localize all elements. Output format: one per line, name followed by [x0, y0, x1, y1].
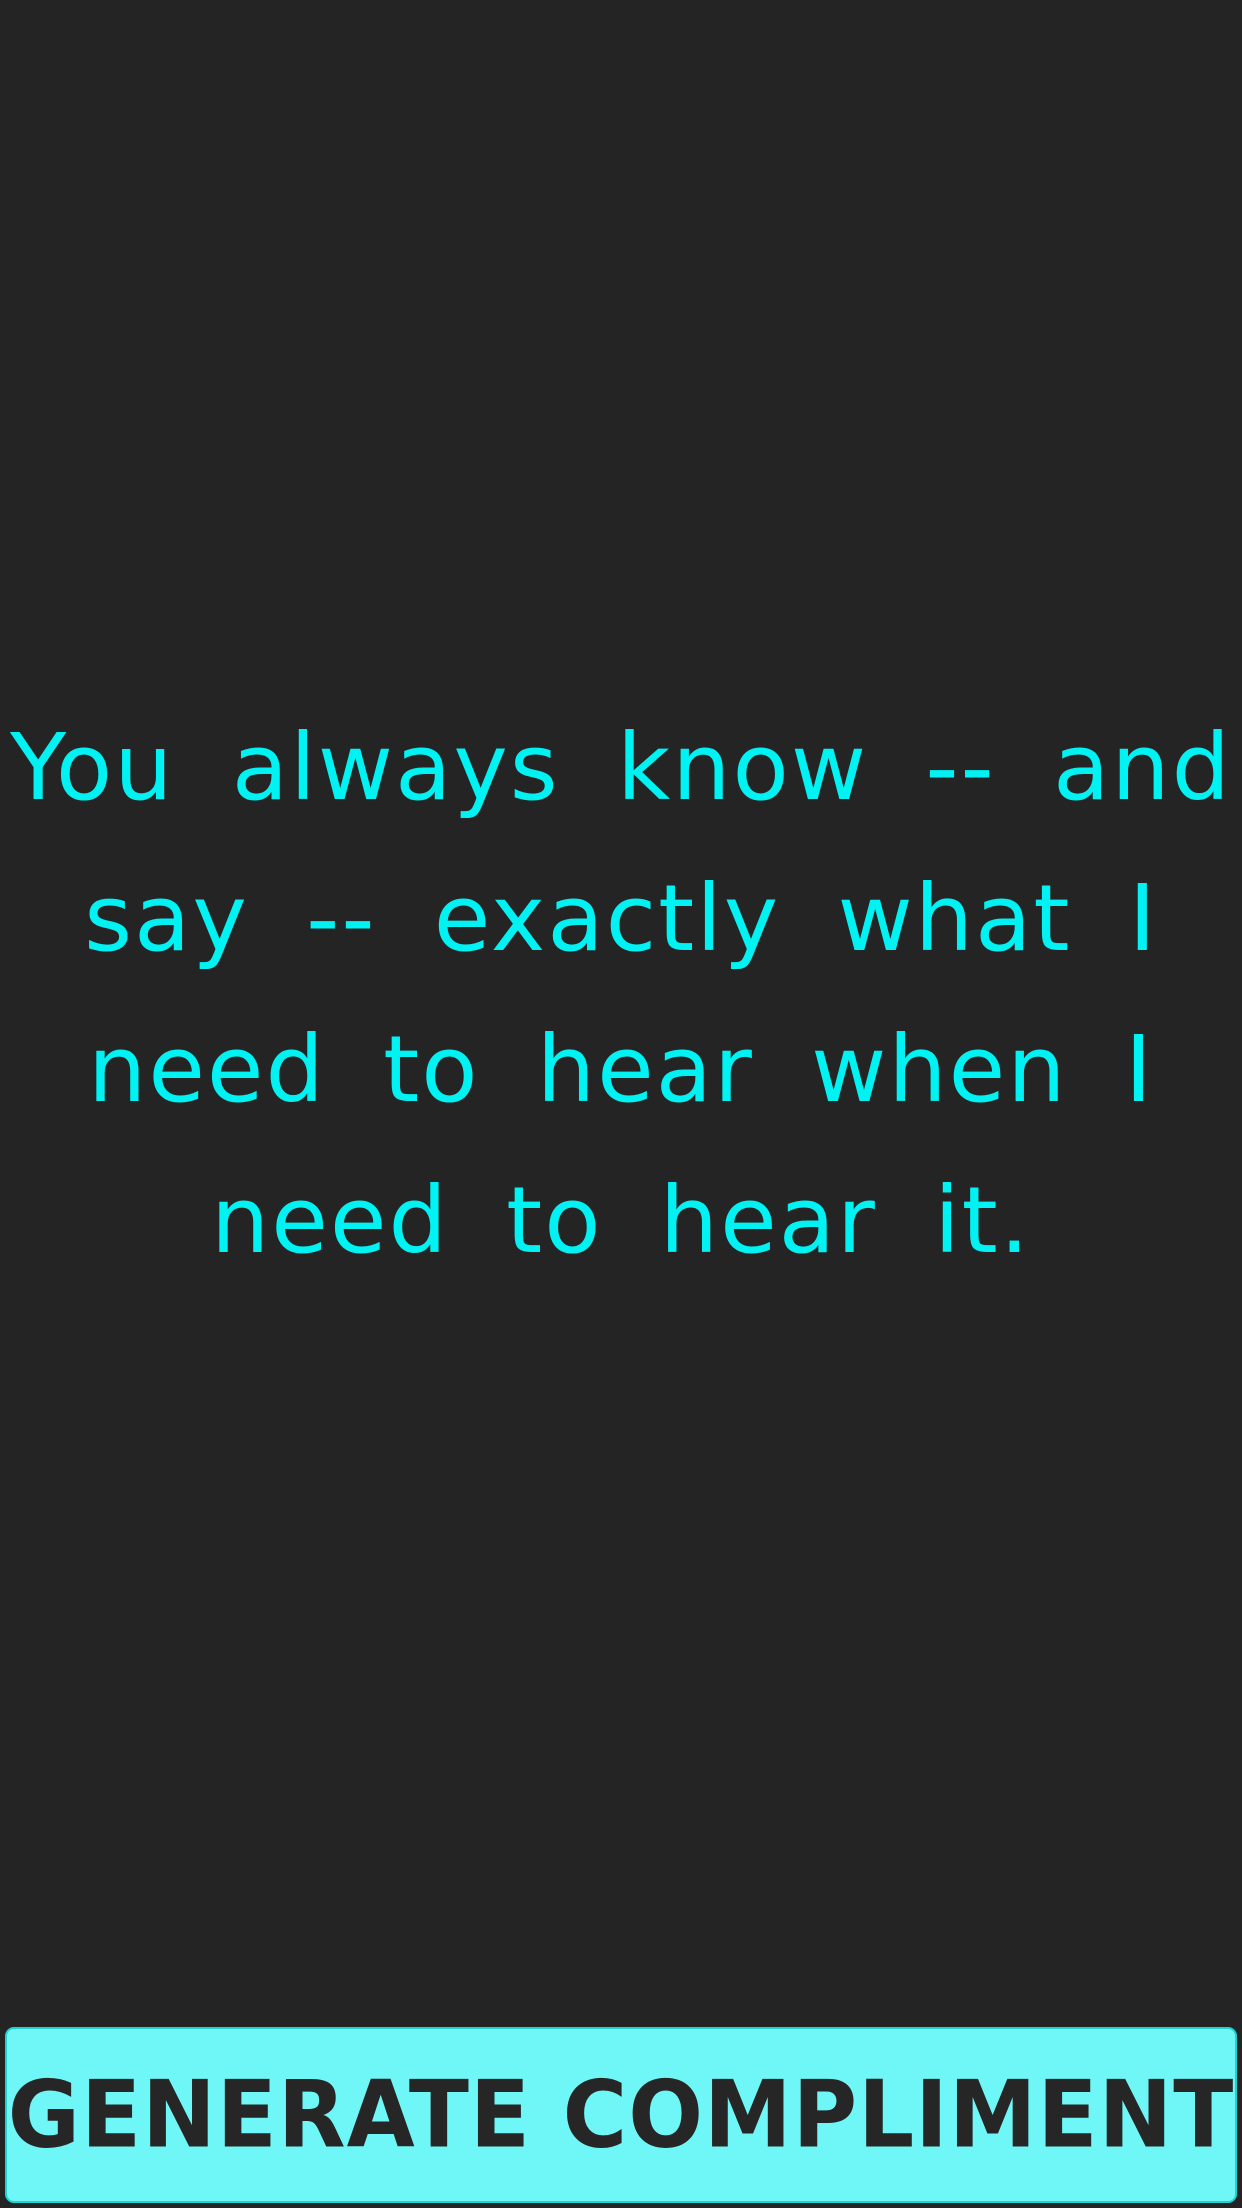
- generate-compliment-label: GENERATE COMPLIMENT: [7, 2060, 1235, 2169]
- generate-compliment-button[interactable]: [5, 2027, 1237, 2203]
- compliment-text: You always know -- and say -- exactly what I need to hear when I need to hear it.: [9, 714, 1233, 1274]
